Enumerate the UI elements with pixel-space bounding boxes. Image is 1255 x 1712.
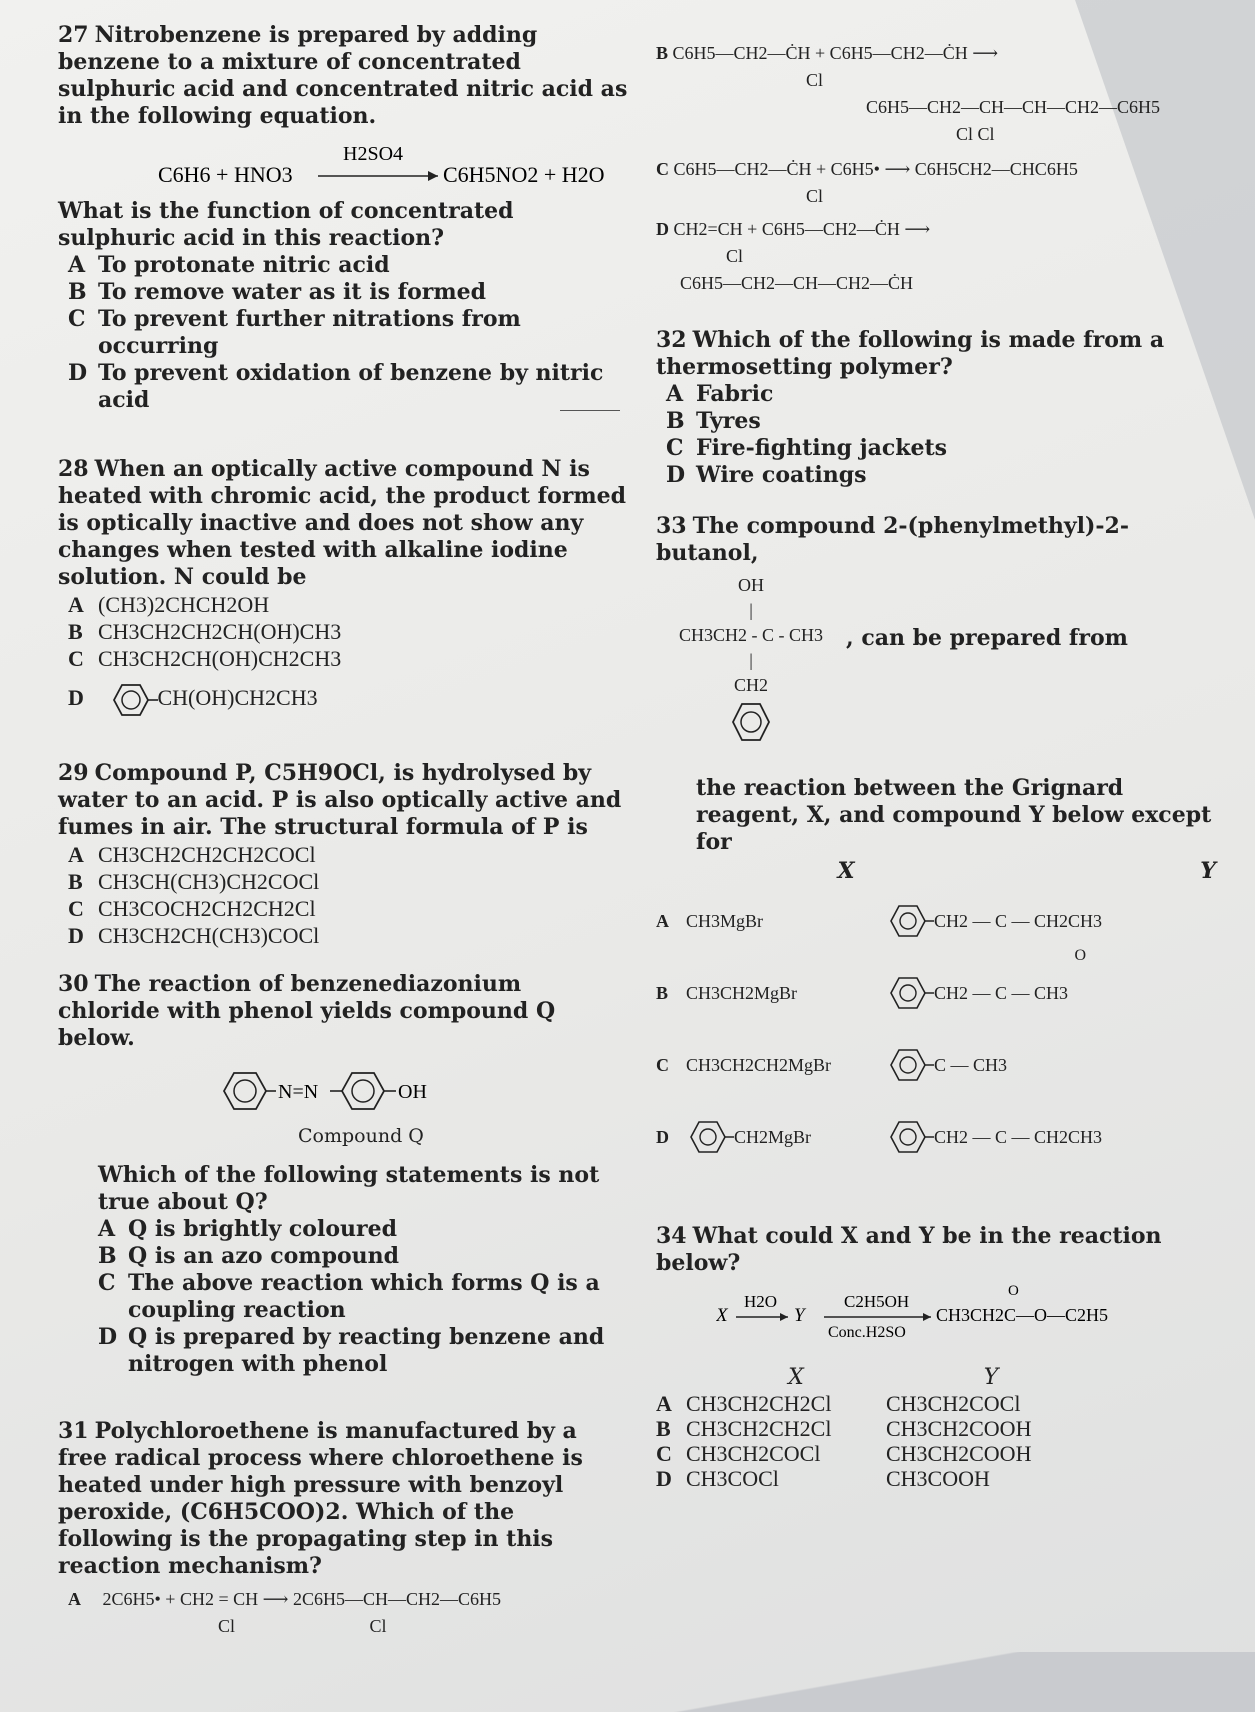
- carbonyl-o: O: [1008, 1283, 1019, 1299]
- option-c[interactable]: C CH3CH2CH(OH)CH2CH3: [68, 646, 342, 671]
- option-d[interactable]: D CH(OH)CH2CH3: [58, 680, 628, 720]
- ester-product: CH3CH2C—O—C2H5: [936, 1305, 1109, 1325]
- carbonyl-o: O: [1074, 947, 1086, 964]
- option-c[interactable]: C CH3CH2CH2MgBr C — CH3: [656, 1029, 1216, 1101]
- benzene-ring-icon: [728, 698, 774, 746]
- option-c[interactable]: C Fire-fighting jackets: [666, 435, 948, 461]
- option-d[interactable]: D To prevent oxidation of benzene by nitric acid: [68, 360, 604, 413]
- butanol-structure-row: [656, 573, 1216, 753]
- question-stem-cont: , can be prepared from: [846, 625, 1128, 651]
- left-column: [58, 22, 628, 1640]
- reagent-ethanol: C2H5OH: [844, 1292, 910, 1311]
- equation-graphic: [158, 140, 618, 192]
- eq-catalyst: H2SO4: [343, 143, 404, 165]
- option-c[interactable]: C CH3CH2COCl CH3CH2COOH: [656, 1441, 1032, 1466]
- option-c[interactable]: C The above reaction which forms Q is a coupling reaction: [98, 1270, 600, 1323]
- option-d[interactable]: D CH3CH2CH(CH3)COCl: [68, 923, 320, 948]
- reaction-scheme: [716, 1281, 1216, 1343]
- nitration-equation: [158, 140, 628, 192]
- option-a[interactable]: A Q is brightly coloured: [98, 1216, 397, 1242]
- option-b[interactable]: B CH3CH2MgBr CH2 — C — CH3: [656, 957, 1216, 1029]
- chlorine-label: Cl Cl: [956, 124, 995, 144]
- question-29: [58, 760, 628, 949]
- benzene-ring-icon: [686, 1117, 734, 1157]
- question-32: [656, 327, 1216, 489]
- question-stem: Nitrobenzene is prepared by adding benzene to a mixture of concentrated sulphuric acid and concentrated nitric acid as in the following equation.: [58, 22, 628, 129]
- question-stem: When an optically active compound N is heated with chromic acid, the product formed is optically inactive and does not show any changes when tested with alkaline iodine solution. N could be: [58, 456, 627, 590]
- eq-left: C6H6 + HNO3: [158, 162, 293, 187]
- option-a[interactable]: A CH3CH2CH2CH2COCl: [68, 842, 316, 867]
- chlorine-label: Cl: [218, 1616, 236, 1636]
- question-number: 27: [58, 22, 89, 48]
- xy-header: X Y: [837, 858, 1216, 884]
- option-a[interactable]: A CH3MgBr CH2 — C — CH2CH3: [656, 885, 1216, 957]
- chlorine-label: Cl: [726, 246, 744, 266]
- question-31: [58, 1418, 628, 1640]
- question-number: 33: [656, 513, 687, 539]
- option-d[interactable]: D CH2MgBr CH2 — C — CH2CH3: [656, 1101, 1216, 1173]
- right-column: [656, 40, 1216, 1491]
- question-stem: The compound 2-(phenylmethyl)-2-butanol,: [656, 513, 1129, 566]
- benzene-ring-icon: [886, 1117, 934, 1157]
- option-b[interactable]: B To remove water as it is formed: [68, 279, 487, 305]
- question-33: [656, 513, 1216, 1173]
- benzene-ring-icon: [104, 680, 158, 720]
- question-30: [58, 971, 628, 1378]
- question-stem: The reaction of benzenediazonium chloride with phenol yields compound Q below.: [58, 971, 556, 1051]
- option-c[interactable]: C C6H5—CH2—ĊH + C6H5• ⟶ C6H5CH2—CHC6H5 Cl: [656, 159, 1078, 206]
- question-stem: Which of the following is made from a thermosetting polymer?: [656, 327, 1165, 380]
- option-b[interactable]: B CH3CH2CH2CH(OH)CH3: [68, 619, 342, 644]
- question-28: [58, 456, 628, 720]
- answer-table: [656, 1391, 1216, 1491]
- intermediate-y: Y: [794, 1305, 805, 1326]
- benzene-ring-icon: [886, 973, 934, 1013]
- grignard-table: [656, 885, 1216, 1173]
- question-31-continued: [656, 40, 1216, 297]
- option-d[interactable]: D Wire coatings: [666, 462, 867, 488]
- question-27: [58, 22, 628, 414]
- chlorine-label: Cl: [369, 1616, 387, 1636]
- question-stem: Compound P, C5H9OCl, is hydrolysed by water to an acid. P is also optically active and fumes in air. The structural formula of P is: [58, 760, 622, 840]
- question-number: 34: [656, 1223, 687, 1249]
- question-number: 31: [58, 1418, 89, 1444]
- option-d[interactable]: D CH3COCl CH3COOH: [656, 1466, 990, 1491]
- chlorine-label: Cl: [806, 186, 824, 206]
- question-number: 30: [58, 971, 89, 997]
- azo-link: N=N: [278, 1081, 319, 1103]
- compound-q-structure: [218, 1066, 628, 1150]
- divider-line: [560, 410, 620, 411]
- question-stem-cont: the reaction between the Grignard reagent, X, and compound Y below except for: [696, 775, 1212, 855]
- option-b[interactable]: B CH3CH2CH2Cl CH3CH2COOH: [656, 1416, 1032, 1441]
- option-a[interactable]: A To protonate nitric acid: [68, 252, 390, 278]
- option-b[interactable]: B Tyres: [666, 408, 761, 434]
- option-c[interactable]: C CH3COCH2CH2CH2Cl: [68, 896, 316, 921]
- option-a[interactable]: A 2C6H5• + CH2 = CH ⟶ 2C6H5—CH—CH2—C6H5 Cl Cl: [68, 1589, 501, 1636]
- reagent-water: H2O: [744, 1292, 778, 1311]
- option-b[interactable]: B Q is an azo compound: [98, 1243, 399, 1269]
- question-stem: What could X and Y be in the reaction below?: [656, 1223, 1162, 1276]
- question-prompt: What is the function of concentrated sulphuric acid in this reaction?: [58, 198, 514, 251]
- question-stem: Polychloroethene is manufactured by a free radical process where chloroethene is heated under high pressure with benzoyl peroxide, (C6H5COO)2. Which of the following is the propagating step in this reaction mechanism?: [58, 1418, 583, 1579]
- question-number: 28: [58, 456, 89, 482]
- option-b[interactable]: B CH3CH(CH3)CH2COCl: [68, 869, 320, 894]
- reactant-x: X: [716, 1305, 728, 1326]
- option-c[interactable]: C To prevent further nitrations from occurring: [68, 306, 521, 359]
- option-b[interactable]: B C6H5—CH2—ĊH + C6H5—CH2—ĊH ⟶ Cl C6H5—CH2—CH—CH—CH2—C6H5 Cl Cl: [656, 43, 1161, 144]
- question-number: 29: [58, 760, 89, 786]
- question-34: [656, 1223, 1216, 1491]
- reagent-acid: Conc.H2SO: [828, 1324, 906, 1341]
- question-prompt: Which of the following statements is not true about Q?: [98, 1162, 600, 1215]
- eq-right: C6H5NO2 + H2O: [443, 162, 605, 187]
- option-d[interactable]: D CH2=CH + C6H5—CH2—ĊH ⟶ Cl C6H5—CH2—CH—CH2—ĊH: [656, 219, 931, 293]
- question-number: 32: [656, 327, 687, 353]
- benzene-ring-icon: [886, 901, 934, 941]
- hydroxyl-label: OH: [398, 1081, 427, 1103]
- option-d[interactable]: D Q is prepared by reacting benzene and nitrogen with phenol: [98, 1324, 605, 1377]
- compound-caption: Compound Q: [298, 1125, 424, 1147]
- option-a[interactable]: A Fabric: [666, 381, 774, 407]
- option-a[interactable]: A (CH3)2CHCH2OH: [68, 592, 270, 617]
- chlorine-label: Cl: [806, 70, 824, 90]
- option-a[interactable]: A CH3CH2CH2Cl CH3CH2COCl: [656, 1391, 1021, 1416]
- xy-header: X Y: [788, 1365, 999, 1390]
- butanol-structure: OH | CH3CH2 - C - CH3 | CH2: [656, 573, 846, 753]
- eq-arrow-head: [428, 171, 438, 181]
- benzene-ring-icon: [886, 1045, 934, 1085]
- desk-edge: [620, 1652, 1255, 1712]
- azo-structure-graphic: [218, 1066, 518, 1116]
